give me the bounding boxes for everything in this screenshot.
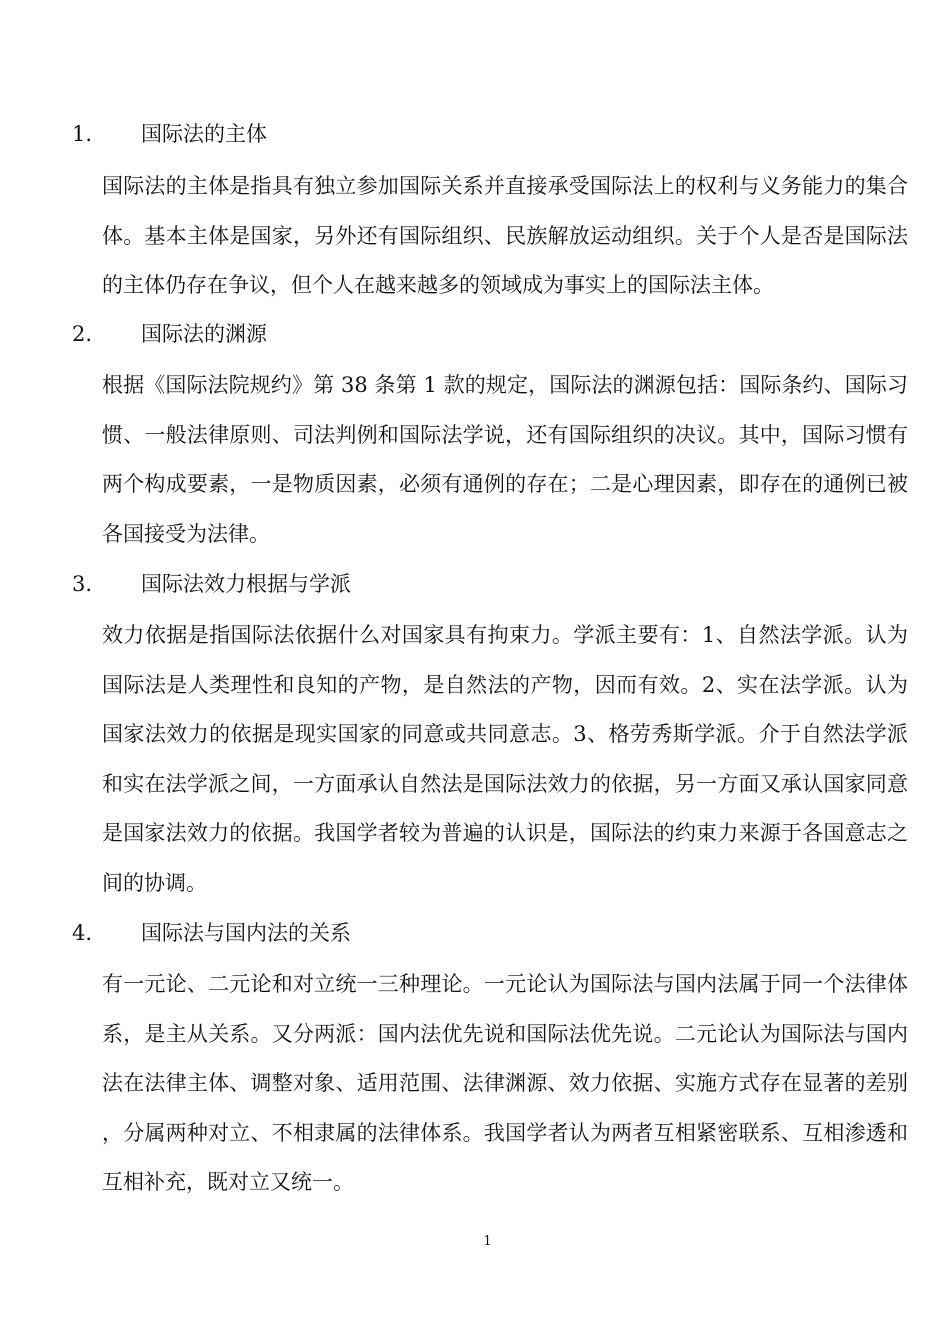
section-title: 国际法的主体 xyxy=(141,122,267,146)
page-number: 1 xyxy=(483,1234,492,1249)
section-body-4: 有一元论、二元论和对立统一三种理论。一元论认为国际法与国内法属于同一个法律体系，是主从关系。又分两派：国内法优先说和国际法优先说。二元论认为国际法与国内法在法律主体、调整对象、适用范围、法律渊源、效力依据、实施方式存在显著的差别，分属两种对立、不相隶属的法律体系。我国学者认为两者互相紧密联系、互相渗透和互相补充，既对立又统一。 xyxy=(102,972,908,1194)
section-heading-4 xyxy=(0,916,950,950)
section-title: 国际法与国内法的关系 xyxy=(141,921,351,945)
section-heading-3 xyxy=(0,567,950,601)
section-title: 国际法的渊源 xyxy=(141,322,267,346)
section-body-2: 根据《国际法院规约》第 38 条第 1 款的规定，国际法的渊源包括：国际条约、国际习惯、一般法律原则、司法判例和国际法学说，还有国际组织的决议。其中，国际习惯有两个构成要素，一是物质因素，必须有通例的存在；二是心理因素，即存在的通例已被各国接受为法律。 xyxy=(102,373,908,546)
section-body-3: 效力依据是指国际法依据什么对国家具有拘束力。学派主要有：1、自然法学派。认为国际法是人类理性和良知的产物，是自然法的产物，因而有效。2、实在法学派。认为国家法效力的依据是现实国家的同意或共同意志。3、格劳秀斯学派。介于自然法学派和实在法学派之间，一方面承认自然法是国际法效力的依据，另一方面又承认国家同意是国家法效力的依据。我国学者较为普遍的认识是，国际法的约束力来源于各国意志之间的协调。 xyxy=(102,623,908,895)
section-body-1: 国际法的主体是指具有独立参加国际关系并直接承受国际法上的权利与义务能力的集合体。基本主体是国家，另外还有国际组织、民族解放运动组织。关于个人是否是国际法的主体仍存在争议，但个人在越来越多的领域成为事实上的国际法主体。 xyxy=(102,174,908,297)
section-number: 3. xyxy=(72,572,93,596)
section-heading-2 xyxy=(0,317,950,351)
section-number: 2. xyxy=(72,322,93,346)
section-heading-1 xyxy=(0,117,950,151)
section-number: 4. xyxy=(72,921,93,945)
section-number: 1. xyxy=(72,122,93,146)
section-title: 国际法效力根据与学派 xyxy=(141,572,351,596)
